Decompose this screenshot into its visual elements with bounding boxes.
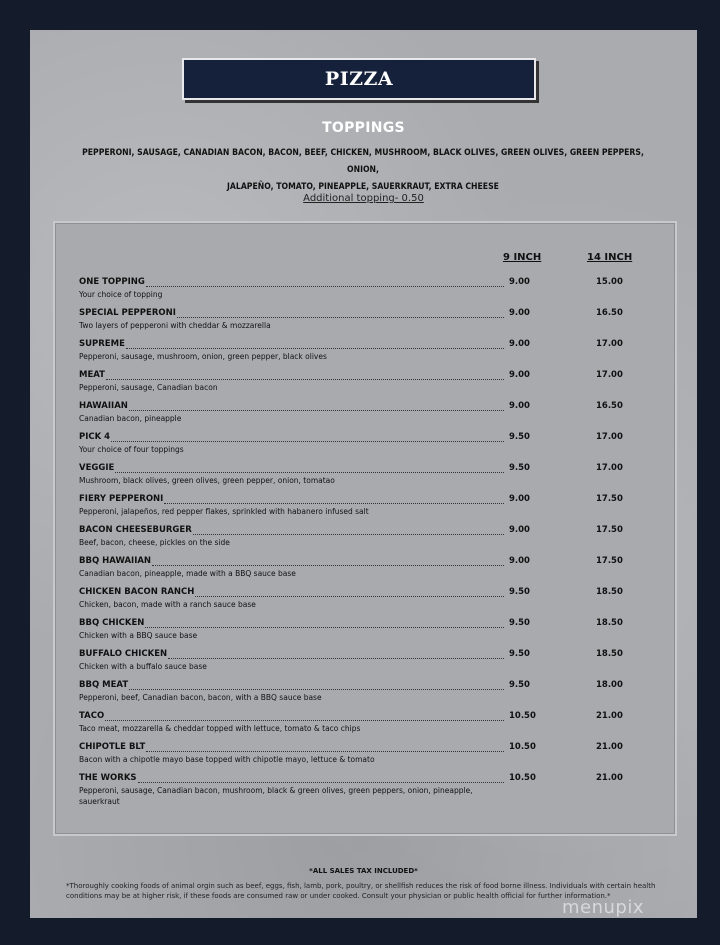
additional-topping-price: Additional topping- 0.50 (303, 193, 424, 204)
dot-leader (168, 658, 504, 659)
menu-item (79, 773, 639, 807)
menu-item-row (79, 587, 639, 599)
menu-item-name: BBQ CHICKEN (79, 618, 145, 628)
menu-item (79, 339, 639, 362)
size-header-14-inch: 14 INCH (587, 252, 633, 263)
menu-item-name: PICK 4 (79, 432, 111, 442)
menu-item-description: Pepperoni, sausage, Canadian bacon, mushroom, black & green olives, green peppers, onion, pineapple, sauerkraut (79, 786, 473, 806)
menu-item-name: VEGGIE (79, 463, 115, 473)
price-14-inch: 21.00 (596, 711, 623, 721)
dot-leader (195, 596, 504, 597)
menu-item-description: Chicken, bacon, made with a ranch sauce base (79, 600, 256, 609)
price-14-inch: 17.00 (596, 339, 623, 349)
price-14-inch: 16.50 (596, 401, 623, 411)
price-9-inch: 9.00 (509, 556, 530, 566)
price-9-inch: 9.50 (509, 649, 530, 659)
price-9-inch: 9.50 (509, 618, 530, 628)
page-title: PIZZA (324, 68, 394, 90)
price-14-inch: 18.50 (596, 618, 623, 628)
menu-item (79, 649, 639, 672)
dot-leader (164, 503, 504, 504)
dot-leader (145, 627, 504, 628)
menu-item-row (79, 277, 639, 289)
menu-item (79, 401, 639, 424)
price-14-inch: 18.50 (596, 587, 623, 597)
price-14-inch: 18.50 (596, 649, 623, 659)
menu-item-name: BBQ MEAT (79, 680, 129, 690)
price-9-inch: 9.50 (509, 432, 530, 442)
menu-item-description: Mushroom, black olives, green olives, green pepper, onion, tomatao (79, 476, 335, 485)
price-9-inch: 10.50 (509, 773, 536, 783)
watermark-logo: menupix (562, 897, 645, 918)
dot-leader (146, 751, 504, 752)
menu-item-name: SUPREME (79, 339, 125, 349)
price-14-inch: 17.50 (596, 525, 623, 535)
price-14-inch: 17.50 (596, 556, 623, 566)
price-9-inch: 9.50 (509, 463, 530, 473)
menu-item-name: BACON CHEESEBURGER (79, 525, 192, 535)
title-banner (182, 58, 536, 100)
menu-item-name: HAWAIIAN (79, 401, 128, 411)
menu-item-description: Canadian bacon, pineapple (79, 414, 182, 423)
price-9-inch: 9.00 (509, 401, 530, 411)
dot-leader (129, 689, 504, 690)
menu-item-row (79, 773, 639, 785)
price-9-inch: 9.50 (509, 587, 530, 597)
menu-item-description: Canadian bacon, pineapple, made with a BBQ sauce base (79, 569, 296, 578)
menu-item-name: THE WORKS (79, 773, 137, 783)
menu-item (79, 680, 639, 703)
price-9-inch: 9.00 (509, 525, 530, 535)
menu-item (79, 277, 639, 300)
dot-leader (115, 472, 504, 473)
menu-item-row (79, 401, 639, 413)
menu-item-row (79, 618, 639, 630)
dot-leader (106, 379, 504, 380)
price-14-inch: 17.00 (596, 370, 623, 380)
dot-leader (138, 782, 504, 783)
menu-item-name: SPECIAL PEPPERONI (79, 308, 176, 318)
price-14-inch: 18.00 (596, 680, 623, 690)
price-9-inch: 10.50 (509, 711, 536, 721)
toppings-heading: TOPPINGS (322, 120, 405, 136)
menu-item-description: Chicken with a buffalo sauce base (79, 662, 207, 671)
menu-item (79, 556, 639, 579)
size-header-9-inch: 9 INCH (503, 252, 542, 263)
menu-item-description: Pepperoni, sausage, mushroom, onion, green pepper, black olives (79, 352, 327, 361)
menu-item (79, 525, 639, 548)
menu-item-row (79, 463, 639, 475)
menu-item (79, 711, 639, 734)
menu-item-name: MEAT (79, 370, 105, 380)
price-14-inch: 17.00 (596, 432, 623, 442)
dot-leader (146, 286, 504, 287)
menu-item-name: BBQ HAWAIIAN (79, 556, 152, 566)
menu-item-row (79, 339, 639, 351)
menu-item-name: BUFFALO CHICKEN (79, 649, 168, 659)
menu-item-row (79, 525, 639, 537)
menu-item-row (79, 432, 639, 444)
menu-item-description: Taco meat, mozzarella & cheddar topped with lettuce, tomato & taco chips (79, 724, 361, 733)
menu-item (79, 494, 639, 517)
tax-note: *ALL SALES TAX INCLUDED* (309, 867, 418, 875)
price-9-inch: 9.00 (509, 494, 530, 504)
menu-item-name: TACO (79, 711, 105, 721)
toppings-list-line: PEPPERONI, SAUSAGE, CANADIAN BACON, BACON, BEEF, CHICKEN, MUSHROOM, BLACK OLIVES, GREEN OLIVES, GREEN PEPPERS, ONION, (82, 148, 644, 175)
menu-item-row (79, 711, 639, 723)
price-9-inch: 9.00 (509, 370, 530, 380)
menu-item-row (79, 680, 639, 692)
menu-item-description: Your choice of topping (79, 290, 163, 299)
price-14-inch: 17.50 (596, 494, 623, 504)
menu-item (79, 618, 639, 641)
toppings-list-line: JALAPEÑO, TOMATO, PINEAPPLE, SAUERKRAUT, EXTRA CHEESE (227, 182, 499, 192)
price-9-inch: 9.50 (509, 680, 530, 690)
price-9-inch: 9.00 (509, 308, 530, 318)
menu-item-name: CHICKEN BACON RANCH (79, 587, 195, 597)
menu-item-description: Beef, bacon, cheese, pickles on the side (79, 538, 230, 547)
toppings-list (68, 145, 658, 196)
menu-item-row (79, 742, 639, 754)
price-9-inch: 9.00 (509, 277, 530, 287)
dot-leader (105, 720, 504, 721)
dot-leader (152, 565, 504, 566)
price-14-inch: 16.50 (596, 308, 623, 318)
menu-item-description: Pepperoni, sausage, Canadian bacon (79, 383, 218, 392)
menu-item-description: Two layers of pepperoni with cheddar & mozzarella (79, 321, 271, 330)
dot-leader (111, 441, 504, 442)
menu-item (79, 308, 639, 331)
price-14-inch: 21.00 (596, 773, 623, 783)
menu-item (79, 742, 639, 765)
price-9-inch: 9.00 (509, 339, 530, 349)
menu-item-description: Pepperoni, jalapeños, red pepper flakes, sprinkled with habanero infused salt (79, 507, 369, 516)
dot-leader (129, 410, 504, 411)
menu-item-row (79, 370, 639, 382)
dot-leader (177, 317, 504, 318)
menu-item (79, 463, 639, 486)
price-14-inch: 15.00 (596, 277, 623, 287)
price-9-inch: 10.50 (509, 742, 536, 752)
menu-item-description: Chicken with a BBQ sauce base (79, 631, 198, 640)
dot-leader (126, 348, 504, 349)
menu-item-row (79, 649, 639, 661)
menu-item-description: Bacon with a chipotle mayo base topped with chipotle mayo, lettuce & tomato (79, 755, 375, 764)
dot-leader (193, 534, 504, 535)
menu-item (79, 370, 639, 393)
menu-item-name: ONE TOPPING (79, 277, 145, 287)
menu-item-row (79, 494, 639, 506)
menu-item-name: CHIPOTLE BLT (79, 742, 146, 752)
menu-item (79, 587, 639, 610)
menu-item (79, 432, 639, 455)
menu-item-row (79, 308, 639, 320)
menu-item-name: FIERY PEPPERONI (79, 494, 164, 504)
price-14-inch: 17.00 (596, 463, 623, 473)
pizza-menu-box (53, 221, 677, 836)
price-14-inch: 21.00 (596, 742, 623, 752)
menu-item-description: Pepperoni, beef, Canadian bacon, bacon, with a BBQ sauce base (79, 693, 322, 702)
menu-item-row (79, 556, 639, 568)
food-safety-disclaimer: *Thoroughly cooking foods of animal orgin such as beef, eggs, fish, lamb, pork, poultry, or shellfish reduces the risk of food borne illness. Individuals with certain health conditions may be at higher risk, if these foods are consumed raw or under cooked. Consult your physician or public health official for further information.* (66, 882, 656, 900)
menu-item-description: Your choice of four toppings (79, 445, 184, 454)
menu-page (30, 30, 697, 918)
